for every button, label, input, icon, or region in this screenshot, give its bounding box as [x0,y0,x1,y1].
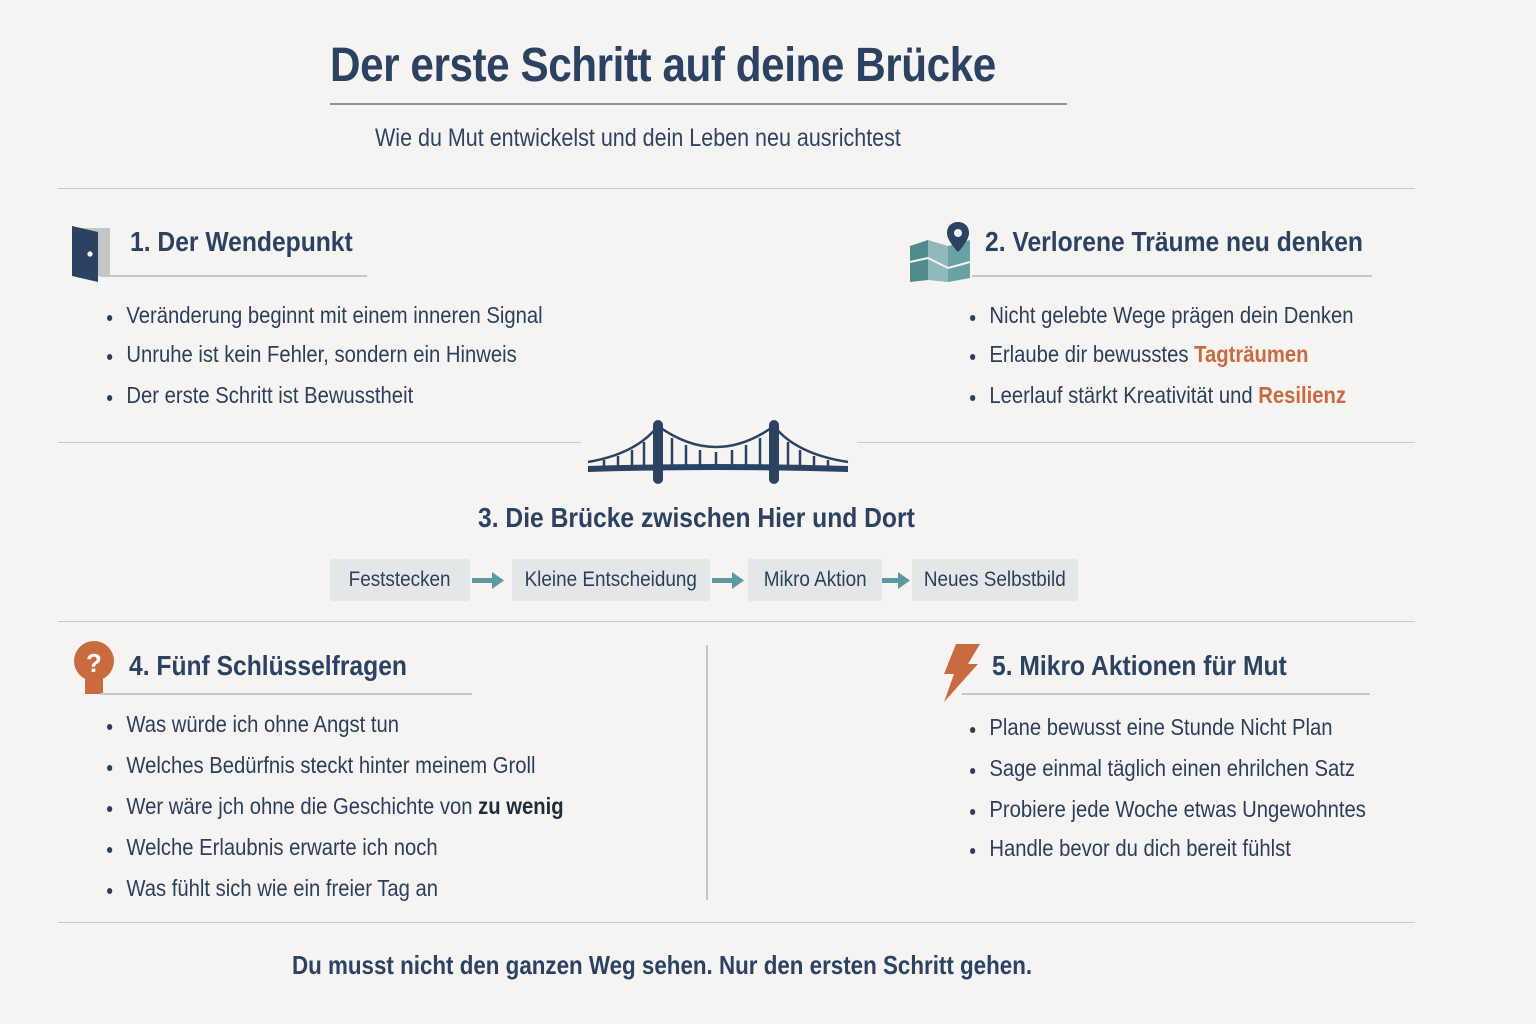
page-subtitle: Wie du Mut entwickelst und dein Leben neu ausrichtest [375,124,901,152]
bullet-list [107,711,626,902]
list-item: Handle bevor du dich bereit fühlst [970,835,1366,862]
list-item: Plane bewusst eine Stunde Nicht Plan [970,714,1366,741]
list-item: Der erste Schritt ist Bewusstheit [107,382,543,409]
divider-right [857,442,1415,443]
list-item: Veränderung beginnt mit einem inneren Signal [107,302,543,329]
section-title: 2. Verlorene Träume neu denken [985,226,1363,257]
flow-step-feststecken: Feststecken [330,559,470,601]
arrow-right-icon [882,570,912,590]
list-item: Wer wäre jch ohne die Geschichte von zu wenig [107,793,564,820]
section-underline [962,693,1370,695]
svg-text:?: ? [86,648,102,678]
list-item: Welche Erlaubnis erwarte ich noch [107,834,564,861]
section-title: 1. Der Wendepunkt [130,226,353,257]
list-item: Probiere jede Woche etwas Ungewohntes [970,796,1366,823]
section-underline [972,275,1372,277]
bridge-icon [586,416,850,484]
divider-bottom [58,922,1415,923]
flow-step-neues-selbstbild: Neues Selbstbild [912,559,1078,601]
list-item: Sage einmal täglich einen ehrilchen Satz [970,755,1366,782]
question-bulb-icon [72,640,116,696]
flow-step-mikro-aktion: Mikro Aktion [748,559,882,601]
bold-phrase: zu wenig [478,793,564,819]
section-title: 4. Fünf Schlüsselfragen [129,650,407,681]
divider-left [58,442,581,443]
arrow-right-icon [712,570,746,590]
section-title: 3. Die Brücke zwischen Hier und Dort [478,502,915,533]
list-item: Welches Bedürfnis steckt hinter meinem Groll [107,752,564,779]
section-title: 5. Mikro Aktionen für Mut [992,650,1287,681]
highlight-word: Tagträumen [1194,341,1309,367]
title-underline [330,103,1067,105]
list-item: Was fühlt sich wie ein freier Tag an [107,875,564,902]
footer-quote: Du musst nicht den ganzen Weg sehen. Nur den ersten Schritt gehen. [292,950,1033,980]
list-item: Unruhe ist kein Fehler, sondern ein Hinweis [107,341,543,368]
list-item: Was würde ich ohne Angst tun [107,711,564,738]
list-item: Nicht gelebte Wege prägen dein Denken [970,302,1354,329]
arrow-right-icon [472,570,506,590]
list-item: Erlaube dir bewusstes Tagträumen [970,341,1354,368]
bullet-list [970,714,1420,862]
divider-top [58,188,1415,189]
list-item: Leerlauf stärkt Kreativität und Resilienz [970,382,1354,409]
section-underline [100,693,472,695]
divider-middle [58,621,1415,622]
flow-step-kleine-entscheidung: Kleine Entscheidung [512,559,710,601]
page-title: Der erste Schritt auf deine Brücke [330,39,996,92]
highlight-word: Resilienz [1258,382,1347,408]
bullet-list [107,302,602,409]
section-underline [100,275,367,277]
map-pin-icon [908,220,974,284]
vertical-divider [706,645,708,900]
bullet-list [970,302,1406,409]
